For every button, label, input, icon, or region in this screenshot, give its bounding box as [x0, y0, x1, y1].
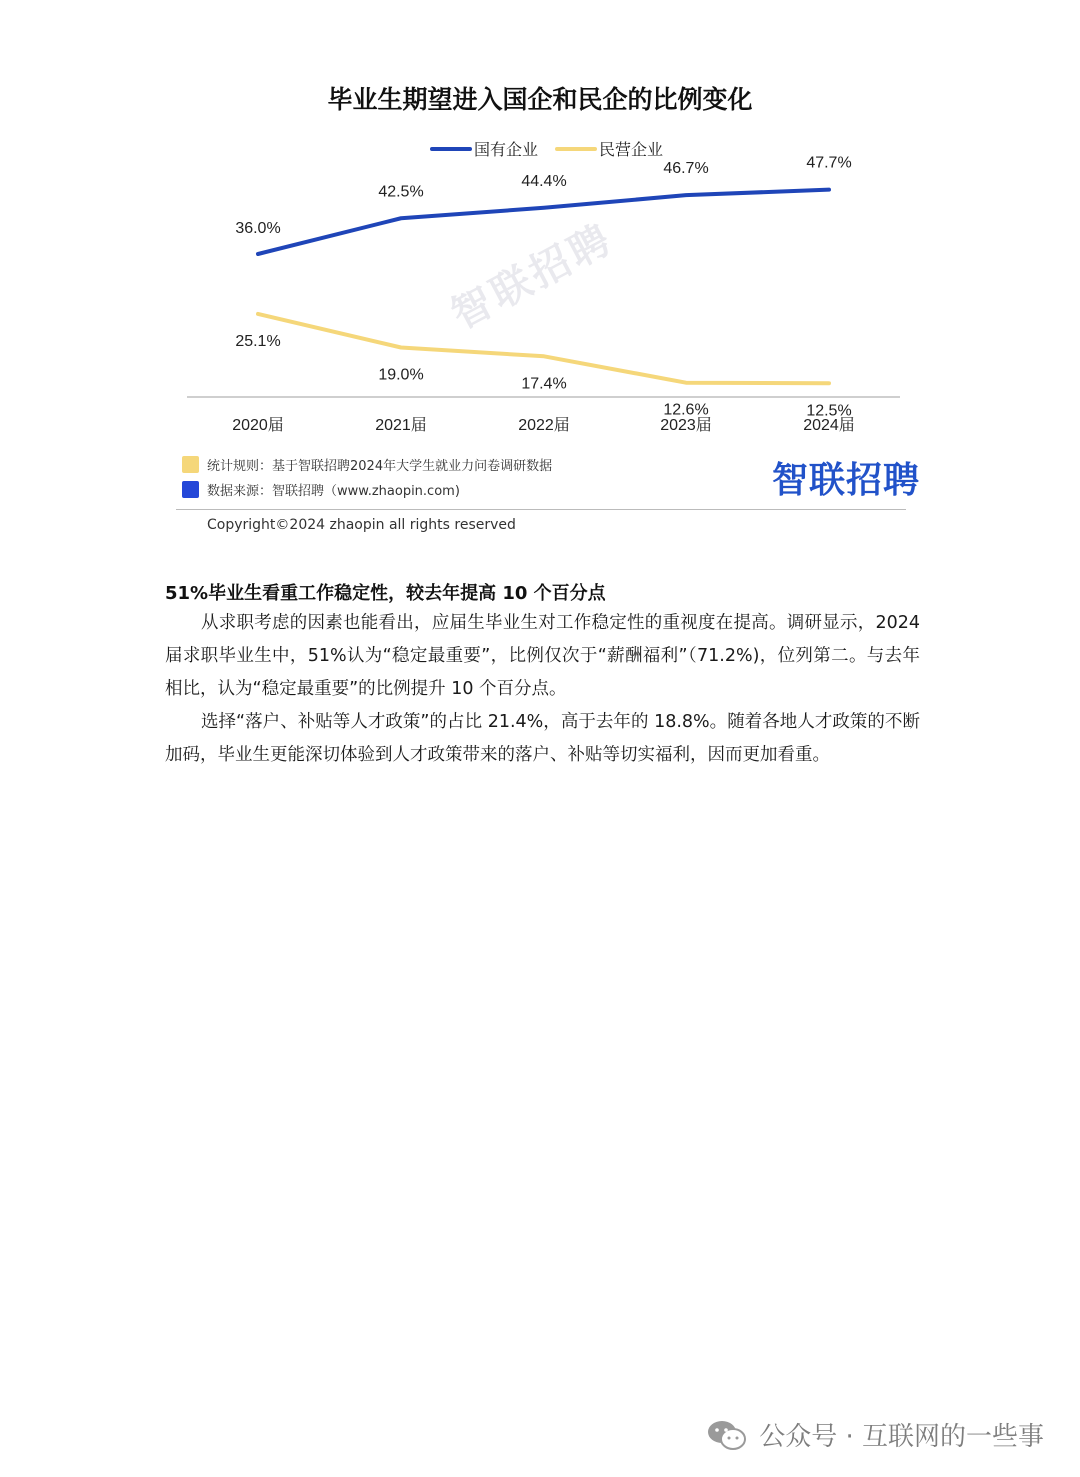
legend-label-state: 国有企业 [474, 140, 539, 159]
x-tick-label-4: 2024届 [803, 417, 855, 434]
data-point-1-0 [258, 313, 259, 314]
x-tick-label-3: 2023届 [660, 417, 712, 434]
article-paragraph-2: 选择“落户、补贴等人才政策”的占比 21.4%，高于去年的 18.8%。随着各地人才政策的不断加码，毕业生更能深切体验到人才政策带来的落户、补贴等切实福利，因而更加看重。 [165, 712, 920, 765]
data-point-1-3 [686, 382, 687, 383]
note-source-text: 数据来源：智联招聘（www.zhaopin.com) [207, 484, 460, 499]
note-stat-rule-text: 统计规则：基于智联招聘2024年大学生就业力问卷调研数据 [207, 459, 553, 474]
article-heading: 51%毕业生看重工作稳定性，较去年提高 10 个百分点 [165, 583, 606, 604]
x-tick-label-1: 2021届 [375, 417, 427, 434]
data-point-1-1 [401, 347, 402, 348]
brand-logo: 智联招聘 [772, 460, 921, 501]
data-point-0-3 [686, 195, 687, 196]
data-point-1-2 [544, 356, 545, 357]
data-label-0-0: 36.0% [235, 220, 281, 237]
data-point-0-4 [829, 189, 830, 190]
line-chart [0, 0, 1080, 450]
chart-title: 毕业生期望进入国企和民企的比例变化 [327, 85, 753, 114]
note-stat-rule-square [182, 456, 199, 473]
watermark: 智联招聘 [444, 215, 622, 339]
data-point-0-0 [258, 254, 259, 255]
note-source [182, 480, 460, 499]
data-point-0-1 [401, 218, 402, 219]
data-label-0-3: 46.7% [663, 160, 709, 178]
wechat-icon [707, 1419, 747, 1451]
note-source-square [182, 481, 199, 498]
data-point-0-2 [544, 207, 545, 208]
data-label-1-1: 19.0% [378, 366, 424, 384]
data-label-0-2: 44.4% [521, 172, 567, 190]
note-stat-rule [182, 455, 552, 474]
x-tick-label-0: 2020届 [232, 417, 284, 434]
series-line-0 [258, 190, 829, 254]
footer [707, 1416, 1044, 1453]
data-point-1-4 [829, 383, 830, 384]
legend-label-private: 民营企业 [599, 140, 664, 159]
data-label-0-4: 47.7% [806, 154, 852, 172]
data-label-1-0: 25.1% [235, 332, 281, 350]
footer-text: 公众号 · 互联网的一些事 [759, 1422, 1044, 1452]
x-tick-label-2: 2022届 [518, 417, 570, 434]
copyright: Copyright©2024 zhaopin all rights reserved [207, 517, 516, 533]
data-label-1-3: 12.6% [663, 401, 709, 419]
series-line-1 [258, 314, 829, 383]
data-label-1-2: 17.4% [521, 375, 567, 393]
article-paragraph-1: 从求职考虑的因素也能看出，应届生毕业生对工作稳定性的重视度在提高。调研显示，2024 届求职毕业生中，51%认为“稳定最重要”，比例仅次于“薪酬福利”（71.2%)，位列第二。与去年相比，认为“稳定最重要”的比例提升 10 个百分点。 [165, 613, 920, 699]
data-label-1-4: 12.5% [806, 402, 852, 420]
divider [176, 509, 906, 510]
data-label-0-1: 42.5% [378, 183, 424, 201]
